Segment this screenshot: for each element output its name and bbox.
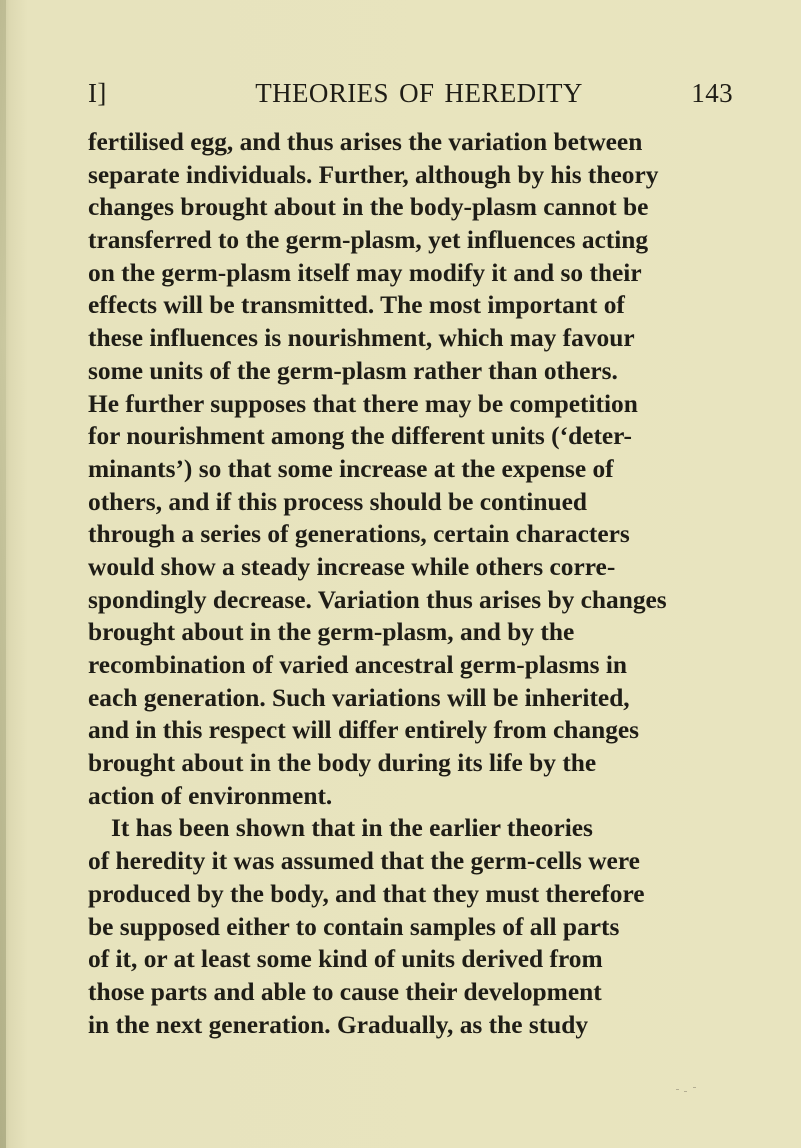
text-line: each generation. Such variations will be inherited, — [88, 683, 630, 712]
text-line: minants’) so that some increase at the expense of — [88, 454, 614, 483]
running-header — [88, 76, 733, 116]
paper-fleck — [684, 1091, 687, 1092]
text-line: through a series of generations, certain characters — [88, 520, 630, 549]
text-line: would show a steady increase while others corre- — [88, 552, 616, 581]
body-text — [88, 126, 736, 1041]
text-line: and in this respect will differ entirely from changes — [88, 716, 640, 745]
text-line: brought about in the body during its life by the — [88, 749, 597, 778]
text-line: in the next generation. Gradually, as the study — [88, 1010, 589, 1039]
text-line: separate individuals. Further, although by his theory — [88, 160, 659, 189]
text-line: recombination of varied ancestral germ-plasms in — [88, 651, 628, 679]
text-line: transferred to the germ-plasm, yet influences acting — [88, 226, 649, 255]
text-line: on the germ-plasm itself may modify it and so their — [88, 258, 642, 287]
text-line: effects will be transmitted. The most important of — [88, 291, 625, 320]
paper-flecks — [676, 1086, 698, 1094]
text-line: those parts and able to cause their development — [88, 977, 602, 1006]
text-line: of it, or at least some kind of units derived from — [88, 945, 603, 974]
text-line: changes brought about in the body-plasm cannot be — [88, 193, 649, 222]
chapter-number: I] — [88, 78, 107, 108]
binding-shadow — [0, 0, 6, 1148]
text-line: produced by the body, and that they must therefore — [88, 879, 645, 908]
text-line: action of environment. — [88, 781, 333, 810]
paper-fleck — [676, 1089, 679, 1090]
paragraph-start-line: It has been shown that in the earlier theories — [111, 814, 593, 843]
text-line: some units of the germ-plasm rather than others. — [88, 356, 618, 385]
paper-fleck — [693, 1087, 696, 1088]
text-line: He further supposes that there may be competition — [88, 389, 638, 418]
text-line: be supposed either to contain samples of all parts — [88, 912, 620, 941]
running-title: THEORIES OF HEREDITY — [255, 78, 583, 108]
text-line: brought about in the germ-plasm, and by the — [88, 618, 575, 647]
page-number: 143 — [691, 78, 733, 108]
text-line: for nourishment among the different units (‘deter- — [88, 422, 632, 451]
text-line: these influences is nourishment, which may favour — [88, 324, 635, 353]
text-line: fertilised egg, and thus arises the variation between — [88, 128, 643, 156]
text-line: others, and if this process should be continued — [88, 487, 587, 516]
text-line: spondingly decrease. Variation thus arises by changes — [88, 585, 667, 614]
text-line: of heredity it was assumed that the germ-cells were — [88, 847, 640, 876]
